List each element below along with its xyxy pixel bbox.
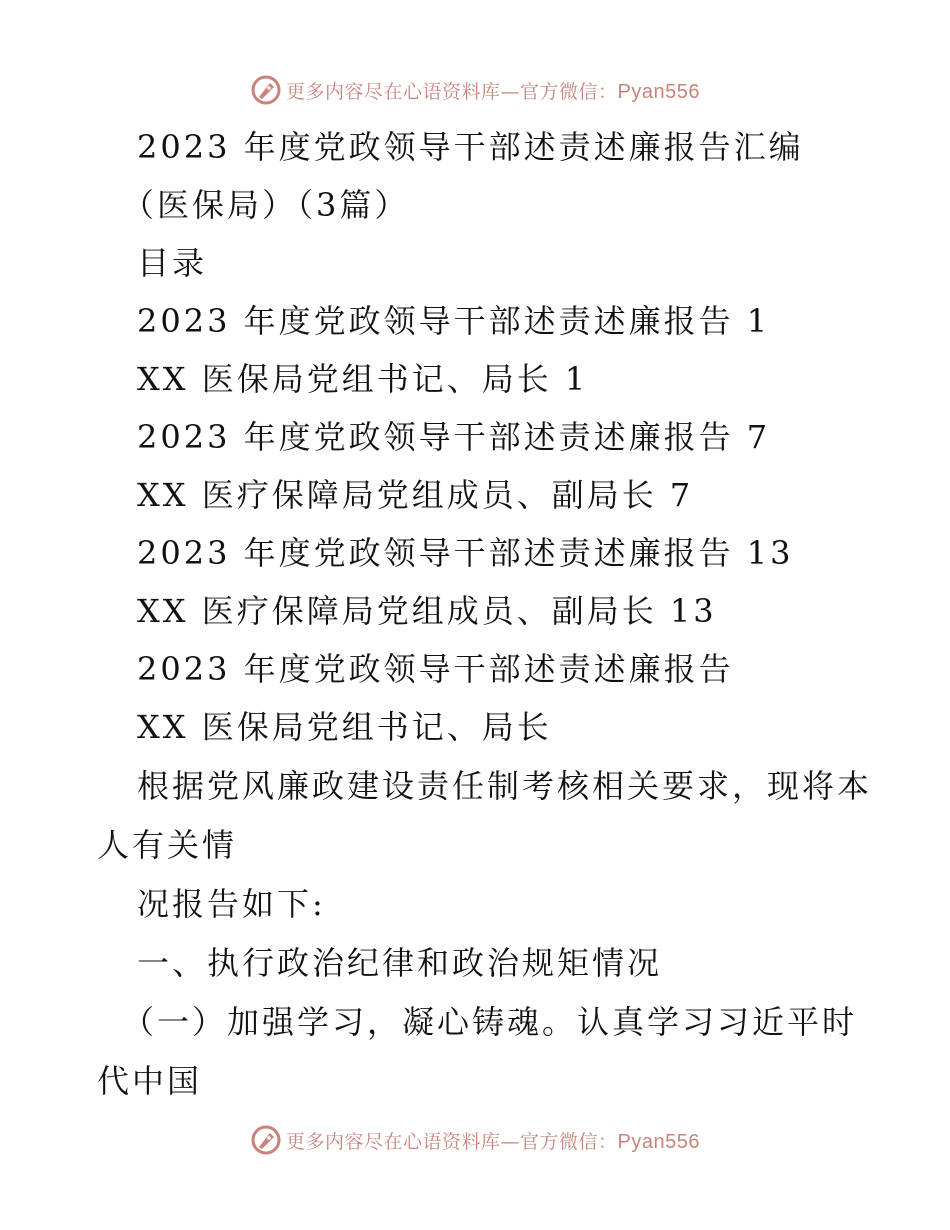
- header-watermark: [0, 72, 950, 108]
- section-title: 2023 年度党政领导干部述责述廉报告: [137, 650, 734, 688]
- toc-entry: 2023 年度党政领导干部述责述廉报告 1: [137, 302, 771, 340]
- paragraph-line: 人有关情: [97, 826, 238, 864]
- section-heading: 一、执行政治纪律和政治规矩情况: [137, 944, 663, 982]
- toc-entry: XX 医疗保障局党组成员、副局长 13: [137, 592, 717, 630]
- watermark-wechat-id: Pyan556: [617, 80, 700, 103]
- doc-title: 2023 年度党政领导干部述责述廉报告汇编: [137, 128, 804, 166]
- paragraph-line: 况报告如下:: [137, 885, 326, 923]
- watermark-dash: —: [500, 1130, 521, 1153]
- toc-heading: 目录: [137, 244, 208, 282]
- doc-subtitle: （医保局）（3篇）: [122, 186, 410, 224]
- paragraph-line: 代中国: [97, 1062, 203, 1100]
- toc-entry: XX 医疗保障局党组成员、副局长 7: [137, 476, 694, 514]
- watermark-site-text: 更多内容尽在心语资料库: [286, 80, 501, 103]
- watermark-text: [286, 77, 700, 104]
- toc-entry: XX 医保局党组书记、局长 1: [137, 360, 589, 398]
- footer-watermark: [0, 1122, 950, 1158]
- watermark-text: [286, 1127, 700, 1154]
- paragraph-line: 根据党风廉政建设责任制考核相关要求，现将本: [137, 767, 873, 805]
- pen-nib-circle-icon: [250, 74, 282, 106]
- paragraph-line: （一）加强学习，凝心铸魂。认真学习习近平时: [122, 1003, 858, 1041]
- watermark-wechat-label: 官方微信：: [520, 1130, 618, 1153]
- pen-nib-circle-icon: [250, 1124, 282, 1156]
- watermark-wechat-id: Pyan556: [617, 1130, 700, 1153]
- toc-entry: 2023 年度党政领导干部述责述廉报告 7: [137, 418, 771, 456]
- watermark-wechat-label: 官方微信：: [520, 80, 618, 103]
- watermark-dash: —: [500, 80, 521, 103]
- watermark-site-text: 更多内容尽在心语资料库: [286, 1130, 501, 1153]
- toc-entry: 2023 年度党政领导干部述责述廉报告 13: [137, 534, 794, 572]
- section-author: XX 医保局党组书记、局长: [137, 708, 552, 746]
